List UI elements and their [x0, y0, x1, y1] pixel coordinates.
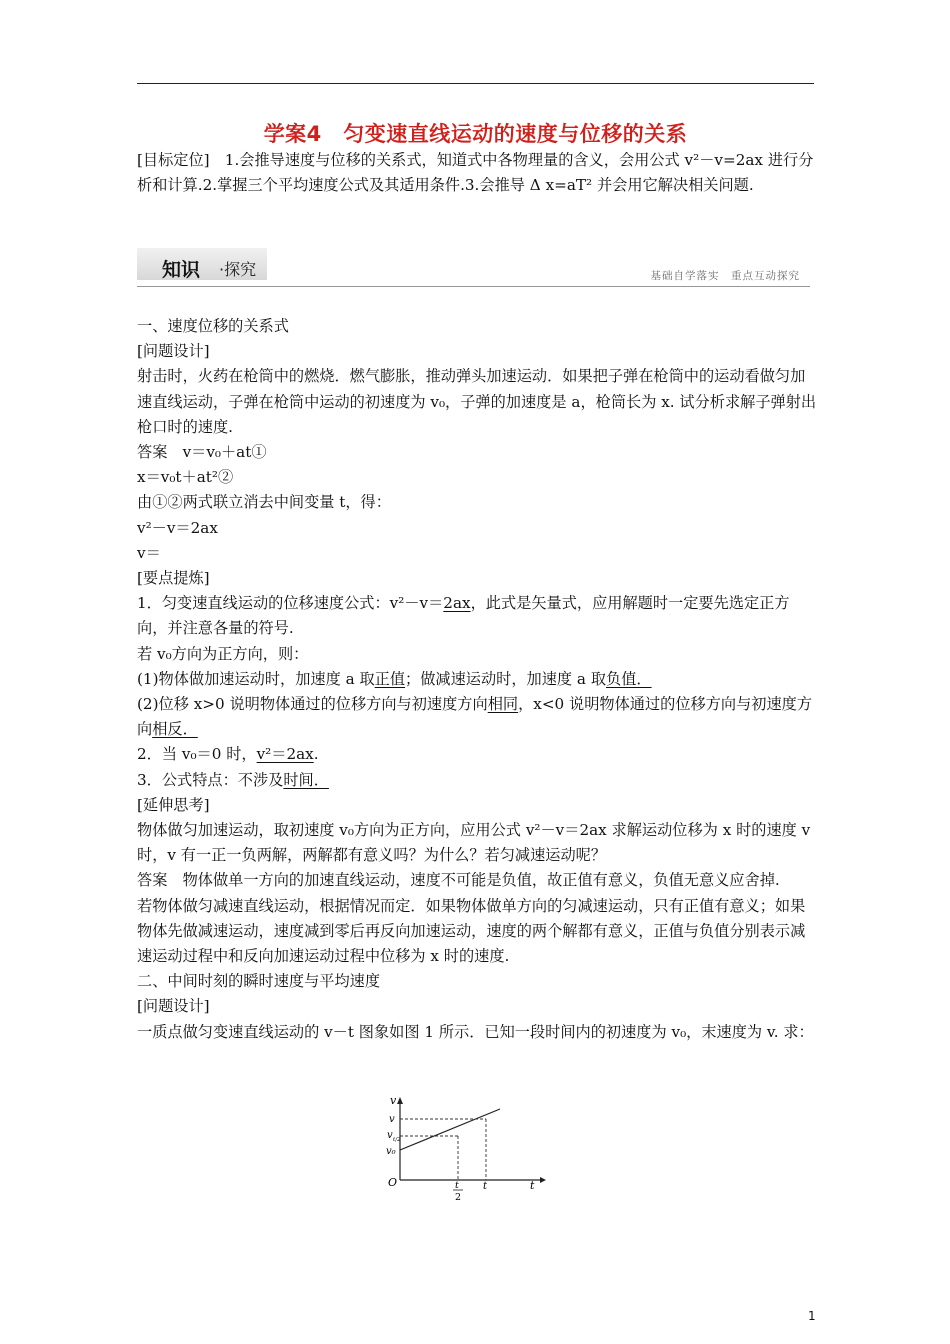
header-rule	[137, 83, 814, 84]
text-run: (2)位移 x>0 说明物体通过的位移方向与初速度方向	[137, 695, 488, 714]
goal-text: 1.会推导速度与位移的关系式，知道式中各物理量的含义，会用公式 v²－v=2ax 进行分析和计算.2.掌握三个平均速度公式及其适用条件.3.会推导 Δ x=aT² 并会用它解决相关问题.	[137, 151, 814, 194]
filled-blank: 负值．	[606, 669, 652, 688]
answer-line-5: v＝	[137, 543, 161, 562]
section-heading-1: 一、速度位移的关系式	[137, 317, 289, 335]
text-run: .	[313, 745, 319, 764]
direction-note: 若 v₀方向为正方向，则：	[137, 644, 309, 663]
filled-blank: 相反．	[152, 720, 198, 739]
key-point-2	[137, 742, 817, 767]
text-run: 3．公式特点：不涉及	[137, 770, 284, 789]
answer-line-2: x＝v₀t＋at²②	[137, 468, 234, 487]
y-tick-v0: v₀	[386, 1146, 396, 1157]
text-run: ，此式是矢量式，应用解题时一定要先选定正方向，并注意各量的符号.	[137, 594, 790, 638]
x-tick-thalf-num: t	[455, 1180, 459, 1191]
y-tick-vhalf-sub: t/2	[393, 1137, 401, 1143]
body-content	[137, 314, 817, 1045]
text-run: ，x<0 说明物体通过的位移方向与初速度方向	[137, 695, 813, 739]
filled-blank: 2ax	[443, 594, 471, 613]
y-axis-arrow	[397, 1097, 403, 1104]
vt-graph-figure	[378, 1090, 548, 1215]
section-banner	[137, 245, 810, 287]
x-axis-arrow	[540, 1177, 546, 1183]
text-run: 2．当 v₀＝0 时，	[137, 745, 257, 764]
key-point-1	[137, 591, 817, 641]
x-tick-thalf-den: 2	[455, 1192, 462, 1203]
section-heading-2: 二、中间时刻的瞬时速度与平均速度	[137, 972, 380, 991]
key-points-label: [要点提炼]	[137, 569, 210, 588]
page-title: 学案4 匀变速直线运动的速度与位移的关系	[263, 122, 688, 146]
y-tick-v: v	[389, 1114, 395, 1125]
y-axis-label: v	[390, 1094, 397, 1107]
problem-design-label-2: [问题设计]	[137, 997, 210, 1016]
page-number: 1	[808, 1309, 816, 1323]
key-point-1-2	[137, 692, 817, 742]
banner-title: 知识	[162, 259, 201, 281]
filled-blank: 时间．	[283, 770, 329, 789]
text-run: (1)物体做加速运动时，加速度 a 取	[137, 669, 375, 688]
answer-line-3: 由①②两式联立消去中间变量 t，得：	[137, 493, 391, 512]
extended-answer: 答案 物体做单一方向的加速直线运动，速度不可能是负值，故正值有意义，负值无意义应舍掉.	[137, 871, 780, 890]
banner-rule	[137, 286, 810, 287]
banner-tagline: 基础自学落实 重点互动探究	[650, 270, 800, 282]
key-point-1-1	[137, 667, 817, 692]
origin-label: O	[388, 1176, 398, 1189]
learning-goals	[137, 148, 817, 197]
filled-blank: 正值	[374, 669, 406, 688]
extended-question: 物体做匀加速运动，取初速度 v₀方向为正方向，应用公式 v²－v＝2ax 求解运动位移为 x 时的速度 v 时，v 有一正一负两解，两解都有意义吗？为什么？若匀减速运动呢？	[137, 821, 811, 865]
problem-design-label: [问题设计]	[137, 342, 210, 361]
banner-subtitle: ·探究	[219, 260, 257, 279]
paragraph-vt-graph: 一质点做匀变速直线运动的 v－t 图象如图 1 所示．已知一段时间内的初速度为 v₀，末速度为 v. 求：	[137, 1022, 814, 1041]
paragraph-shooting: 射击时，火药在枪筒中的燃烧．燃气膨胀，推动弹头加速运动．如果把子弹在枪筒中的运动看做匀加速直线运动，子弹在枪筒中运动的初速度为 v₀，子弹的加速度是 a，枪筒长为 x. 试分析求解子弹射出枪口时的速度.	[137, 367, 817, 436]
text-run: 1．匀变速直线运动的位移速度公式：v²－v＝	[137, 594, 444, 613]
answer-line-1: 答案 v＝v₀＋at①	[137, 443, 267, 462]
key-point-3	[137, 768, 817, 793]
filled-blank: 相同	[487, 695, 519, 714]
text-run: ；做减速运动时，加速度 a 取	[405, 669, 607, 688]
x-tick-t: t	[483, 1181, 488, 1192]
y-tick-vhalf: v	[387, 1130, 393, 1141]
extended-thinking-label: [延伸思考]	[137, 795, 210, 814]
filled-blank: v²＝2ax	[256, 745, 314, 764]
answer-line-4: v²－v＝2ax	[137, 518, 218, 537]
x-axis-label: t	[530, 1179, 535, 1192]
velocity-line	[400, 1109, 500, 1150]
goal-label: [目标定位]	[137, 151, 210, 169]
extended-answer-2: 若物体做匀减速直线运动，根据情况而定．如果物体做单方向的匀减速运动，只有正值有意义；如果物体先做减速运动，速度减到零后再反向加速运动，速度的两个解都有意义，正值与负值分别表示减速运动过程中和反向加速运动过程中位移为 x 时的速度.	[137, 896, 806, 966]
